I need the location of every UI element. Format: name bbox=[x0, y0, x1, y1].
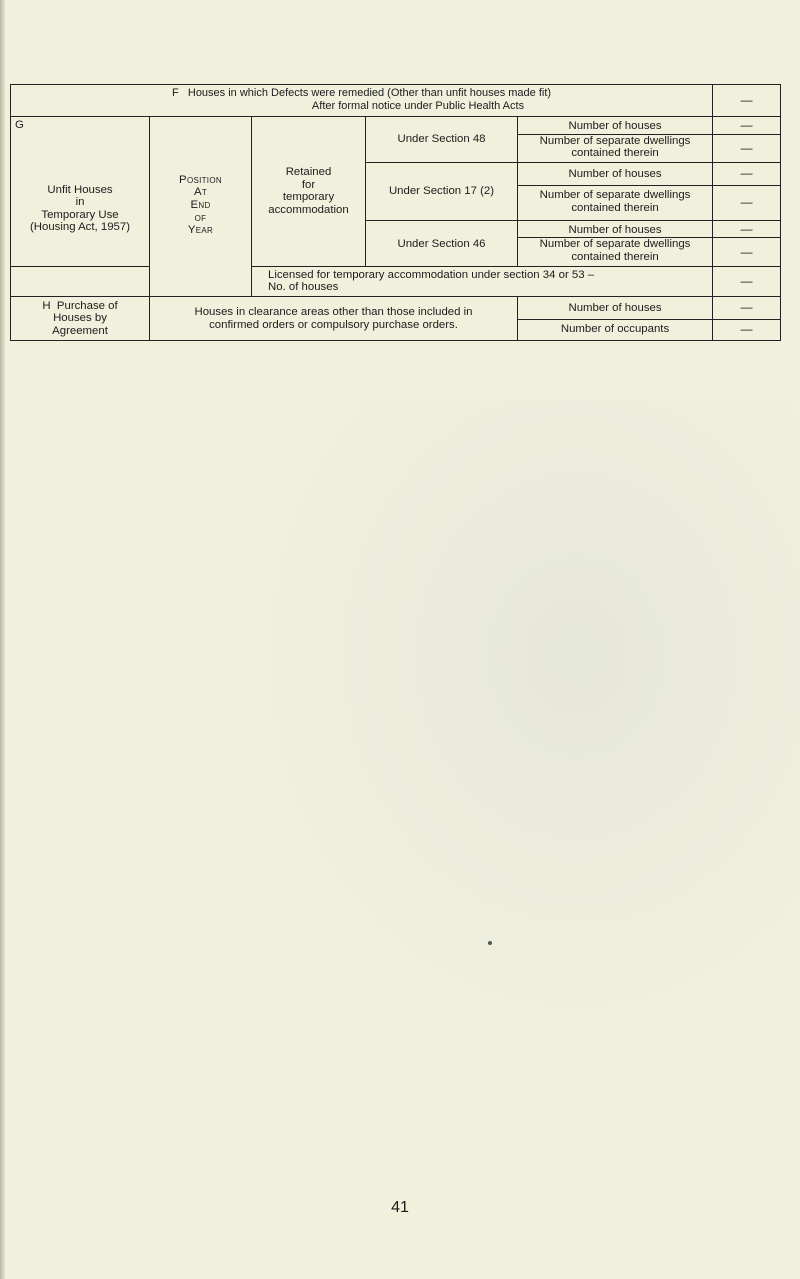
dwellings-label-line: Number of separate dwellings bbox=[539, 189, 691, 202]
licensed-row bbox=[11, 266, 781, 296]
housing-statistics-table bbox=[10, 84, 781, 341]
retained-for-temporary-accommodation bbox=[252, 117, 366, 267]
section-g-title-line: Unfit Houses bbox=[47, 183, 113, 196]
retained-line: for bbox=[301, 178, 316, 191]
section-17-2-houses-label: Number of houses bbox=[518, 162, 713, 185]
section-h-title-line: Purchase of bbox=[56, 299, 118, 312]
page-edge bbox=[0, 0, 5, 1279]
section-h-desc-line: Houses in clearance areas other than those included in bbox=[194, 306, 473, 319]
position-line: At bbox=[193, 186, 208, 199]
section-h-houses-value: — bbox=[713, 296, 781, 319]
retained-line: accommodation bbox=[268, 203, 349, 216]
section-h-desc-line: confirmed orders or compulsory purchase orders. bbox=[209, 318, 458, 331]
section-g-title bbox=[11, 184, 149, 234]
section-g-label: G bbox=[15, 119, 24, 131]
licensed-accommodation-value: — bbox=[713, 266, 781, 296]
section-17-2-dwellings-label bbox=[518, 185, 713, 220]
licensed-line: No. of houses bbox=[268, 281, 339, 294]
licensed-line: Licensed for temporary accommodation under section 34 or 53 – bbox=[268, 268, 595, 281]
section-h-title-line: Houses by bbox=[53, 312, 107, 325]
position-line: of bbox=[194, 211, 207, 224]
dwellings-label-line: Number of separate dwellings bbox=[539, 134, 691, 147]
section-h-houses-label: Number of houses bbox=[518, 296, 713, 319]
section-46-name: Under Section 46 bbox=[366, 220, 518, 266]
section-g-title-line: in bbox=[75, 196, 85, 209]
dwellings-label-line: Number of separate dwellings bbox=[539, 238, 691, 251]
section-g-row bbox=[11, 117, 781, 135]
section-48-dwellings-label bbox=[518, 134, 713, 162]
section-17-2-dwellings-value: — bbox=[713, 185, 781, 220]
retained-line: Retained bbox=[285, 166, 332, 179]
licensed-accommodation-label bbox=[252, 266, 713, 296]
section-46-houses-value: — bbox=[713, 220, 781, 238]
position-line: Year bbox=[187, 224, 214, 237]
section-f-label: F bbox=[171, 87, 179, 100]
section-g-title-line: Temporary Use bbox=[41, 208, 119, 221]
paper-bleed-through bbox=[240, 400, 800, 1040]
section-h-title-line: Agreement bbox=[52, 324, 108, 337]
section-h-occupants-label: Number of occupants bbox=[518, 319, 713, 340]
section-g-title-line: (Housing Act, 1957) bbox=[29, 221, 131, 234]
position-line: End bbox=[190, 199, 211, 212]
position-line: Position bbox=[179, 173, 222, 186]
dwellings-label-line: contained therein bbox=[571, 201, 659, 214]
section-h-row bbox=[11, 296, 781, 319]
section-46-dwellings-value: — bbox=[713, 238, 781, 266]
page-number: 41 bbox=[391, 1199, 409, 1216]
section-g-title-spacer bbox=[11, 266, 150, 296]
dwellings-label-line: contained therein bbox=[571, 250, 659, 263]
dwellings-label-line: contained therein bbox=[571, 147, 659, 160]
section-h-description bbox=[150, 296, 518, 340]
section-f-line2: After formal notice under Public Health Acts bbox=[311, 100, 525, 112]
section-h-title bbox=[11, 296, 150, 340]
section-48-houses-label: Number of houses bbox=[518, 117, 713, 135]
section-48-houses-value: — bbox=[713, 117, 781, 135]
section-h-label: H bbox=[42, 299, 51, 312]
section-17-2-name: Under Section 17 (2) bbox=[366, 162, 518, 220]
ink-speck bbox=[488, 941, 492, 945]
position-at-end-of-year bbox=[150, 117, 252, 297]
section-17-2-houses-value: — bbox=[713, 162, 781, 185]
section-f-line1: Houses in which Defects were remedied (Other than unfit houses made fit) bbox=[187, 87, 552, 100]
section-48-name: Under Section 48 bbox=[366, 117, 518, 163]
section-48-dwellings-value: — bbox=[713, 134, 781, 162]
section-h-occupants-value: — bbox=[713, 319, 781, 340]
section-46-dwellings-label bbox=[518, 238, 713, 266]
retained-line: temporary bbox=[282, 191, 335, 204]
section-f-description bbox=[11, 85, 713, 117]
section-f-row bbox=[11, 85, 781, 117]
section-g-title-cell bbox=[11, 117, 150, 267]
section-46-houses-label: Number of houses bbox=[518, 220, 713, 238]
section-f-value: — bbox=[713, 85, 781, 117]
